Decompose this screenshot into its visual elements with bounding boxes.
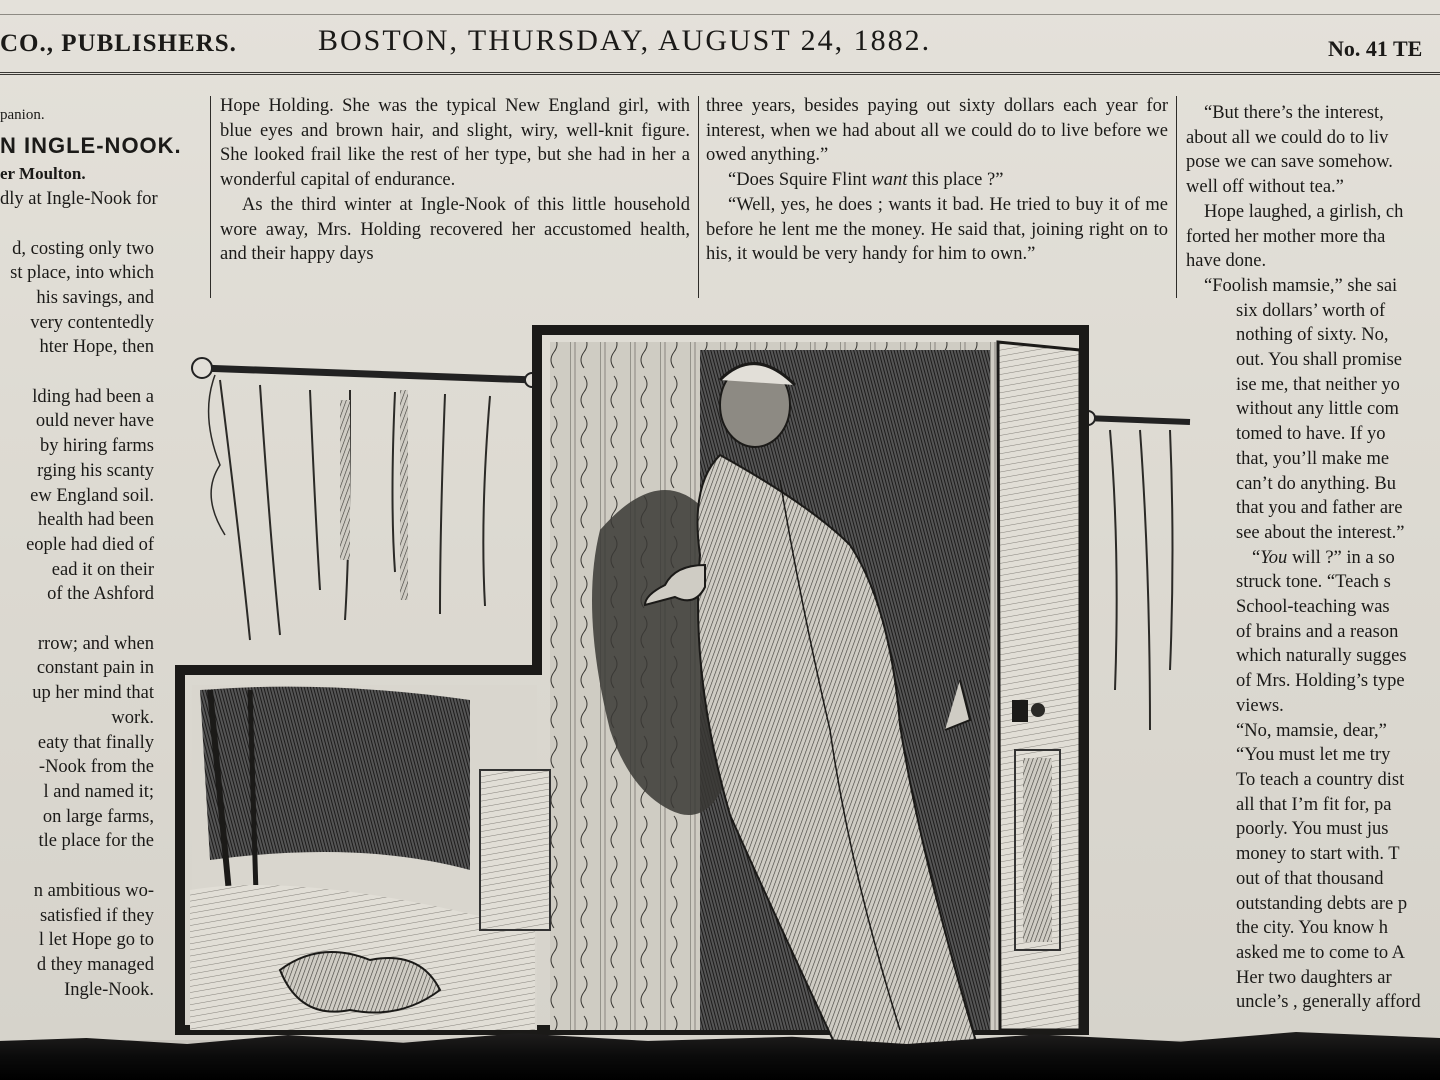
issue-number: No. 41 TE <box>1328 36 1423 61</box>
text-line: rrow; and when <box>37 633 154 654</box>
column-right-text-bottom <box>1186 570 1440 1015</box>
text-line: can’t do anything. Bu <box>1236 473 1396 494</box>
text-line: ead it on their <box>51 559 154 580</box>
text-line: out of that thousand <box>1236 868 1384 889</box>
paragraph: Hope Holding. She was the typical New England girl, with blue eyes and brown hair, and slight, wiry, well-knit figure. She looked frail like the rest of her type, but she had in her a wonderful capital of endurance. <box>220 96 690 191</box>
text-line: of the Ashford <box>47 584 154 605</box>
section-kicker: panion. <box>0 107 45 123</box>
text-line: health had been <box>37 510 154 531</box>
paragraph: “Well, yes, he does ; wants it bad. He tried to buy it of me before he lent me the money. He said that, joining right on to his, it would be very handy for him to own.” <box>706 194 1168 265</box>
article-column-2 <box>220 94 690 304</box>
text-line: n ambitious wo- <box>33 880 154 901</box>
text-line: of Mrs. Holding’s type <box>1236 671 1405 692</box>
text-run: this place ?” <box>907 170 1004 191</box>
text-line: have done. <box>1186 251 1267 272</box>
text-line: forted her mother more tha <box>1186 226 1386 247</box>
text-line: eaty that finally <box>37 732 154 753</box>
text-line: “No, mamsie, dear,” <box>1236 720 1387 741</box>
italic-text: want <box>871 170 908 191</box>
text-line: by hiring farms <box>39 436 154 457</box>
publisher-line: CO., PUBLISHERS. <box>0 30 237 57</box>
text-line: nothing of sixty. No, <box>1236 325 1389 346</box>
text-line: hter Hope, then <box>39 337 154 358</box>
text-line: lding had been a <box>32 386 154 407</box>
text-line: ew England soil. <box>30 485 154 506</box>
text-line: To teach a country dist <box>1236 769 1405 790</box>
text-line: tomed to have. If yo <box>1236 424 1386 445</box>
text-line: see about the interest.” <box>1236 522 1405 543</box>
text-line: uncle’s , generally afford <box>1236 992 1421 1013</box>
text-line: out. You shall promise <box>1236 350 1403 371</box>
text-line: l and named it; <box>43 781 154 802</box>
text-line: up her mind that <box>32 683 154 704</box>
text-line: l let Hope go to <box>38 930 154 951</box>
text-line: on large farms, <box>42 806 154 827</box>
text-line: without any little com <box>1236 399 1399 420</box>
text-line: constant pain in <box>36 658 154 679</box>
masthead <box>0 22 1440 75</box>
text-line: ise me, that neither yo <box>1236 374 1400 395</box>
text-line: work. <box>111 707 154 728</box>
column-right-text-wrapped <box>1186 299 1440 546</box>
bedside-scene <box>190 685 550 1030</box>
paragraph <box>706 168 1168 193</box>
text-line: the city. You know h <box>1236 918 1388 939</box>
text-line: that you and father are <box>1236 498 1403 519</box>
top-fold-strip <box>0 0 1440 15</box>
text-line: satisfied if they <box>39 905 154 926</box>
text-line: Her two daughters ar <box>1236 967 1392 988</box>
text-line <box>0 854 154 879</box>
column-left-text <box>0 187 158 1002</box>
text-line: struck tone. “Teach s <box>1236 572 1391 593</box>
text-line: eople had died of <box>26 534 154 555</box>
text-line <box>0 212 154 237</box>
article-column-left <box>0 103 182 1013</box>
text-line: rging his scanty <box>37 460 154 481</box>
text-line <box>0 360 154 385</box>
text-line: -Nook from the <box>38 757 154 778</box>
text-line: well off without tea.” <box>1186 177 1344 198</box>
text-line: his savings, and <box>36 287 154 308</box>
text-run: “Does Squire Flint <box>728 170 872 191</box>
text-line: tle place for the <box>38 831 154 852</box>
text-line: asked me to come to A <box>1236 942 1406 963</box>
text-line: School-teaching was <box>1236 597 1390 618</box>
text-line: that, you’ll make me <box>1236 448 1390 469</box>
text-line: st place, into which <box>10 263 154 284</box>
text-line: pose we can save somehow. <box>1186 152 1393 173</box>
paragraph: three years, besides paying out sixty dollars each year for interest, when we had about all we could do to live before we owed anything.” <box>706 96 1168 166</box>
text-line: “You must let me try <box>1236 745 1391 766</box>
text-line <box>0 607 154 632</box>
article-byline: er Moulton. <box>0 164 86 184</box>
italic-text: You <box>1260 547 1288 568</box>
text-line: outstanding debts are p <box>1236 893 1408 914</box>
column-rule <box>1176 96 1177 298</box>
paragraph: As the third winter at Ingle-Nook of this little household wore away, Mrs. Holding recovered her accustomed health, and their happy days <box>220 194 690 265</box>
text-line: d they managed <box>36 954 154 975</box>
text-line: Ingle-Nook. <box>64 979 154 1000</box>
column-rule <box>210 96 211 298</box>
text-line: of brains and a reason <box>1236 621 1399 642</box>
left-curtain <box>192 358 539 640</box>
text-line: d, costing only two <box>12 238 154 259</box>
text-line: all that I’m fit for, pa <box>1236 794 1392 815</box>
right-curtain <box>1081 411 1190 730</box>
text-line: money to start with. T <box>1236 844 1400 865</box>
column-rule <box>698 96 699 298</box>
text-line: very contentedly <box>30 312 154 333</box>
text-run: will ?” in a so <box>1287 547 1395 568</box>
text-line: “But there’s the interest, <box>1204 103 1384 123</box>
article-headline: N INGLE-NOOK. <box>0 132 182 158</box>
text-line: “You will ?” in a so <box>1252 547 1395 568</box>
text-line: dly at Ingle-Nook for <box>0 189 158 210</box>
text-line: which naturally sugges <box>1236 646 1407 667</box>
text-line: “Foolish mamsie,” she sai <box>1204 275 1398 296</box>
article-column-right <box>1186 101 1440 1013</box>
engraving-illustration <box>180 330 1084 1030</box>
text-line: poorly. You must jus <box>1236 819 1389 840</box>
text-line: six dollars’ worth of <box>1236 300 1386 321</box>
column-right-text-top <box>1186 101 1440 299</box>
text-line: about all we could do to liv <box>1186 127 1389 148</box>
text-line: views. <box>1236 695 1284 716</box>
text-line: Hope laughed, a girlish, ch <box>1204 201 1404 222</box>
dateline: BOSTON, THURSDAY, AUGUST 24, 1882. <box>318 24 932 57</box>
article-column-3 <box>706 94 1168 304</box>
text-line: ould never have <box>35 411 154 432</box>
